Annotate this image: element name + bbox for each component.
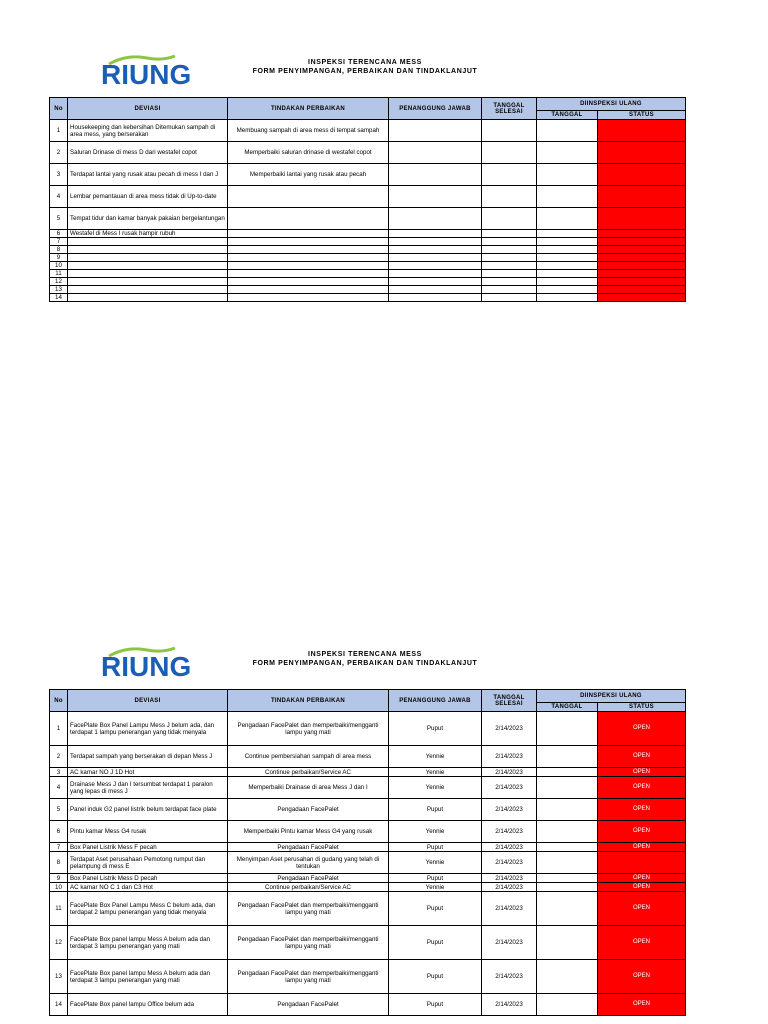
row-tanggal-inspeksi <box>537 746 598 768</box>
table-row <box>50 994 686 1016</box>
row-penanggung-jawab <box>389 120 482 142</box>
row-status: OPEN <box>598 883 686 892</box>
header-tanggal: TANGGAL <box>537 703 598 712</box>
row-status <box>598 294 686 302</box>
row-deviasi: Terdapat Aset perusahaan Pemotong rumput dan pelampung di mess E <box>68 852 228 874</box>
row-tanggal-selesai <box>482 286 537 294</box>
row-no: 6 <box>50 230 68 238</box>
row-no: 14 <box>50 994 68 1016</box>
row-deviasi <box>68 262 228 270</box>
deviation-table-1 <box>49 97 686 302</box>
row-no: 9 <box>50 254 68 262</box>
row-tanggal-inspeksi <box>537 777 598 799</box>
row-tindakan: Continue perbaikan/Service AC <box>228 768 389 777</box>
row-tanggal-selesai <box>482 254 537 262</box>
row-deviasi: Terdapat sampah yang berserakan di depan Mess J <box>68 746 228 768</box>
row-penanggung-jawab <box>389 186 482 208</box>
row-status <box>598 270 686 278</box>
row-tanggal-inspeksi <box>537 883 598 892</box>
row-penanggung-jawab <box>389 246 482 254</box>
row-tanggal-selesai: 2/14/2023 <box>482 926 537 960</box>
row-status: OPEN <box>598 768 686 777</box>
row-tanggal-inspeksi <box>537 821 598 843</box>
row-tanggal-selesai: 2/14/2023 <box>482 852 537 874</box>
row-penanggung-jawab: Yennie <box>389 768 482 777</box>
table-row <box>50 926 686 960</box>
row-tanggal-selesai <box>482 270 537 278</box>
row-tindakan: Pengadaan FacePalet dan memperbaiki/mengganti lampu yang mati <box>228 712 389 746</box>
row-tindakan: Pengadaan FacePalet <box>228 799 389 821</box>
row-tanggal-inspeksi <box>537 799 598 821</box>
row-status <box>598 278 686 286</box>
table-row <box>50 142 686 164</box>
table-row <box>50 821 686 843</box>
row-tindakan <box>228 278 389 286</box>
table-row <box>50 164 686 186</box>
row-tanggal-inspeksi <box>537 142 598 164</box>
row-status: OPEN <box>598 994 686 1016</box>
row-penanggung-jawab: Yennie <box>389 821 482 843</box>
row-tanggal-inspeksi <box>537 120 598 142</box>
row-deviasi: AC kamar NO C 1 dan C3 Hot <box>68 883 228 892</box>
row-status: OPEN <box>598 874 686 883</box>
row-deviasi: FacePlate Box Panel Lampu Mess C belum ada, dan terdapat 2 lampu penerangan yang tidak menyala <box>68 892 228 926</box>
row-tanggal-inspeksi <box>537 294 598 302</box>
row-status <box>598 254 686 262</box>
table-row <box>50 768 686 777</box>
table-row <box>50 799 686 821</box>
row-tanggal-selesai: 2/14/2023 <box>482 821 537 843</box>
row-tindakan <box>228 238 389 246</box>
row-tindakan <box>228 208 389 230</box>
table-row <box>50 843 686 852</box>
row-no: 1 <box>50 712 68 746</box>
row-tindakan <box>228 286 389 294</box>
row-tindakan: Pengadaan FacePalet dan memperbaiki/mengganti lampu yang mati <box>228 960 389 994</box>
row-deviasi: FacePlate Box panel lampu Mess A belum ada dan terdapat 3 lampu penerangan yang mati <box>68 926 228 960</box>
row-tindakan: Continue pembersiahan sampah di area mess <box>228 746 389 768</box>
row-tanggal-inspeksi <box>537 768 598 777</box>
row-tanggal-selesai <box>482 278 537 286</box>
row-status <box>598 164 686 186</box>
row-deviasi: Box Panel Listrik Mess F pecah <box>68 843 228 852</box>
row-no: 10 <box>50 883 68 892</box>
row-status: OPEN <box>598 821 686 843</box>
row-tanggal-inspeksi <box>537 712 598 746</box>
row-tanggal-selesai <box>482 164 537 186</box>
row-deviasi: Terdapat lantai yang rusak atau pecah di mess I dan J <box>68 164 228 186</box>
row-tanggal-inspeksi <box>537 960 598 994</box>
table-body-1 <box>50 120 686 302</box>
row-deviasi: Saluran Drinase di mess D dari westafel copot <box>68 142 228 164</box>
row-penanggung-jawab: Puput <box>389 843 482 852</box>
row-deviasi: FacePlate Box panel lampu Office belum ada <box>68 994 228 1016</box>
row-status <box>598 246 686 254</box>
row-tindakan: Memperbaiki lantai yang rusak atau pecah <box>228 164 389 186</box>
table-row <box>50 246 686 254</box>
row-no: 13 <box>50 960 68 994</box>
deviation-table-2 <box>49 689 686 1016</box>
row-tanggal-selesai <box>482 262 537 270</box>
header-penanggung-jawab: PENANGGUNG JAWAB <box>389 98 482 120</box>
row-deviasi <box>68 294 228 302</box>
header-status: STATUS <box>598 111 686 120</box>
row-tindakan <box>228 246 389 254</box>
row-deviasi <box>68 270 228 278</box>
row-penanggung-jawab <box>389 294 482 302</box>
row-tanggal-selesai <box>482 230 537 238</box>
table-row <box>50 874 686 883</box>
title-line-2: FORM PENYIMPANGAN, PERBAIKAN DAN TINDAKLANJUT <box>252 68 478 75</box>
row-deviasi: Housekeeping dan kebersihan Ditemukan sampah di area mess, yang berserakan <box>68 120 228 142</box>
row-deviasi: AC kamar NO J 1D Hot <box>68 768 228 777</box>
row-no: 8 <box>50 852 68 874</box>
row-tanggal-selesai <box>482 208 537 230</box>
row-tanggal-selesai: 2/14/2023 <box>482 883 537 892</box>
header-tanggal-selesai: TANGGAL SELESAI <box>482 690 537 712</box>
row-tanggal-inspeksi <box>537 186 598 208</box>
row-penanggung-jawab <box>389 262 482 270</box>
row-tanggal-inspeksi <box>537 254 598 262</box>
row-no: 8 <box>50 246 68 254</box>
row-status <box>598 186 686 208</box>
row-tanggal-inspeksi <box>537 843 598 852</box>
row-tanggal-inspeksi <box>537 926 598 960</box>
header-penanggung-jawab: PENANGGUNG JAWAB <box>389 690 482 712</box>
row-tanggal-selesai: 2/14/2023 <box>482 994 537 1016</box>
row-penanggung-jawab: Puput <box>389 712 482 746</box>
row-no: 13 <box>50 286 68 294</box>
row-penanggung-jawab <box>389 142 482 164</box>
row-no: 9 <box>50 874 68 883</box>
row-deviasi <box>68 254 228 262</box>
header-status: STATUS <box>598 703 686 712</box>
row-tanggal-selesai <box>482 294 537 302</box>
row-penanggung-jawab: Yennie <box>389 883 482 892</box>
row-status <box>598 142 686 164</box>
row-tanggal-inspeksi <box>537 286 598 294</box>
header-deviasi: DEVIASI <box>68 98 228 120</box>
row-penanggung-jawab: Puput <box>389 960 482 994</box>
row-no: 12 <box>50 926 68 960</box>
row-tanggal-selesai: 2/14/2023 <box>482 960 537 994</box>
row-tanggal-selesai: 2/14/2023 <box>482 746 537 768</box>
row-penanggung-jawab <box>389 164 482 186</box>
table-row <box>50 746 686 768</box>
row-deviasi: Box Panel Listrik Mess D pecah <box>68 874 228 883</box>
row-tanggal-inspeksi <box>537 874 598 883</box>
row-penanggung-jawab: Yennie <box>389 746 482 768</box>
table-row <box>50 883 686 892</box>
row-tanggal-inspeksi <box>537 892 598 926</box>
row-status: OPEN <box>598 892 686 926</box>
form-title <box>230 58 500 76</box>
row-deviasi: FacePlate Box panel lampu Mess A belum ada dan terdapat 3 lampu penerangan yang mati <box>68 960 228 994</box>
row-status <box>598 120 686 142</box>
row-status: OPEN <box>598 777 686 799</box>
row-deviasi: Westafel di Mess I rusak hampir rubuh <box>68 230 228 238</box>
table-row <box>50 262 686 270</box>
table-row <box>50 186 686 208</box>
row-penanggung-jawab <box>389 270 482 278</box>
row-deviasi: FacePlate Box Panel Lampu Mess J belum ada, dan terdapat 1 lampu penerangan yang tidak menyala <box>68 712 228 746</box>
row-deviasi: Lembar pemantauan di area mess tidak di Up-to-date <box>68 186 228 208</box>
row-status <box>598 852 686 874</box>
table-row <box>50 777 686 799</box>
title-line-1: INSPEKSI TERENCANA MESS <box>308 651 422 658</box>
row-no: 4 <box>50 186 68 208</box>
row-deviasi <box>68 278 228 286</box>
row-tanggal-inspeksi <box>537 852 598 874</box>
row-tindakan: Membuang sampah di area mess di tempat sampah <box>228 120 389 142</box>
row-tanggal-selesai <box>482 238 537 246</box>
row-no: 4 <box>50 777 68 799</box>
form-title <box>230 650 500 668</box>
row-status: OPEN <box>598 926 686 960</box>
row-tanggal-inspeksi <box>537 270 598 278</box>
row-no: 1 <box>50 120 68 142</box>
row-tanggal-selesai <box>482 120 537 142</box>
table-row <box>50 294 686 302</box>
table-row <box>50 892 686 926</box>
header-tindakan: TINDAKAN PERBAIKAN <box>228 98 389 120</box>
row-tindakan: Memperbaiki saluran drinase di westafel copot <box>228 142 389 164</box>
row-deviasi <box>68 246 228 254</box>
title-line-1: INSPEKSI TERENCANA MESS <box>308 59 422 66</box>
header-tindakan: TINDAKAN PERBAIKAN <box>228 690 389 712</box>
row-tanggal-selesai: 2/14/2023 <box>482 768 537 777</box>
table-row <box>50 254 686 262</box>
row-tanggal-selesai <box>482 246 537 254</box>
logo-text: RIUNG <box>101 651 192 682</box>
row-status: OPEN <box>598 746 686 768</box>
row-tindakan <box>228 270 389 278</box>
row-no: 2 <box>50 142 68 164</box>
row-no: 5 <box>50 799 68 821</box>
header-no: No <box>50 98 68 120</box>
row-no: 12 <box>50 278 68 286</box>
row-deviasi: Tempat tidur dan kamar banyak pakaian bergelantungan <box>68 208 228 230</box>
row-tanggal-inspeksi <box>537 238 598 246</box>
row-tanggal-inspeksi <box>537 262 598 270</box>
row-penanggung-jawab <box>389 238 482 246</box>
row-tindakan: Pengadaan FacePalet <box>228 843 389 852</box>
row-tanggal-inspeksi <box>537 208 598 230</box>
row-tanggal-selesai <box>482 186 537 208</box>
form-page-1 <box>0 0 768 340</box>
row-tindakan: Pengadaan FacePalet <box>228 874 389 883</box>
row-tanggal-inspeksi <box>537 994 598 1016</box>
table-body-2 <box>50 712 686 1016</box>
row-no: 6 <box>50 821 68 843</box>
row-tindakan: Continue perbaikan/Service AC <box>228 883 389 892</box>
row-tanggal-selesai: 2/14/2023 <box>482 799 537 821</box>
row-status: OPEN <box>598 960 686 994</box>
row-status: OPEN <box>598 799 686 821</box>
row-status: OPEN <box>598 843 686 852</box>
row-deviasi: Drainase Mess J dan I tersumbat terdapat 1 paralon yang lepas di mess J <box>68 777 228 799</box>
row-tindakan <box>228 294 389 302</box>
row-no: 10 <box>50 262 68 270</box>
row-tanggal-selesai <box>482 142 537 164</box>
row-tanggal-selesai: 2/14/2023 <box>482 874 537 883</box>
row-penanggung-jawab: Puput <box>389 874 482 883</box>
row-penanggung-jawab: Yennie <box>389 777 482 799</box>
table-row <box>50 238 686 246</box>
logo-text: RIUNG <box>101 59 192 90</box>
row-tanggal-selesai: 2/14/2023 <box>482 777 537 799</box>
title-line-2: FORM PENYIMPANGAN, PERBAIKAN DAN TINDAKLANJUT <box>252 660 478 667</box>
header-tanggal-selesai: TANGGAL SELESAI <box>482 98 537 120</box>
row-tindakan <box>228 230 389 238</box>
row-penanggung-jawab: Puput <box>389 892 482 926</box>
header-diinspeksi-ulang: DIINSPEKSI ULANG <box>537 690 686 703</box>
row-status <box>598 208 686 230</box>
table-row <box>50 270 686 278</box>
table-row <box>50 852 686 874</box>
row-tindakan <box>228 186 389 208</box>
row-tindakan <box>228 262 389 270</box>
row-tindakan: Memperbaiki Drainase di area Mess J dan I <box>228 777 389 799</box>
row-no: 7 <box>50 238 68 246</box>
header-deviasi: DEVIASI <box>68 690 228 712</box>
row-no: 14 <box>50 294 68 302</box>
row-no: 11 <box>50 892 68 926</box>
row-deviasi <box>68 238 228 246</box>
row-tanggal-inspeksi <box>537 230 598 238</box>
table-row <box>50 286 686 294</box>
row-status: OPEN <box>598 712 686 746</box>
row-no: 3 <box>50 164 68 186</box>
row-penanggung-jawab <box>389 208 482 230</box>
row-penanggung-jawab <box>389 286 482 294</box>
row-tanggal-selesai: 2/14/2023 <box>482 712 537 746</box>
row-no: 5 <box>50 208 68 230</box>
row-tanggal-selesai: 2/14/2023 <box>482 892 537 926</box>
row-no: 7 <box>50 843 68 852</box>
row-status <box>598 230 686 238</box>
table-row <box>50 278 686 286</box>
row-penanggung-jawab <box>389 230 482 238</box>
row-tindakan: Pengadaan FacePalet dan memperbaiki/mengganti lampu yang mati <box>228 926 389 960</box>
row-status <box>598 262 686 270</box>
table-row <box>50 120 686 142</box>
row-tindakan: Memperbaiki Pintu kamar Mess G4 yang rusak <box>228 821 389 843</box>
row-penanggung-jawab <box>389 278 482 286</box>
table-row <box>50 230 686 238</box>
row-tindakan <box>228 254 389 262</box>
row-penanggung-jawab <box>389 254 482 262</box>
header-tanggal: TANGGAL <box>537 111 598 120</box>
table-row <box>50 960 686 994</box>
row-deviasi <box>68 286 228 294</box>
row-no: 2 <box>50 746 68 768</box>
row-tindakan: Menyimpan Aset perusahan di gudang yang telah di tentukan <box>228 852 389 874</box>
row-no: 3 <box>50 768 68 777</box>
row-penanggung-jawab: Puput <box>389 926 482 960</box>
row-tindakan: Pengadaan FacePalet <box>228 994 389 1016</box>
form-page-2 <box>0 592 768 1024</box>
header-diinspeksi-ulang: DIINSPEKSI ULANG <box>537 98 686 111</box>
table-row <box>50 712 686 746</box>
table-row <box>50 208 686 230</box>
row-tanggal-selesai: 2/14/2023 <box>482 843 537 852</box>
row-penanggung-jawab: Puput <box>389 799 482 821</box>
row-penanggung-jawab: Yennie <box>389 852 482 874</box>
row-tanggal-inspeksi <box>537 278 598 286</box>
row-deviasi: Panel induk G2 panel listrik belum terdapat face plate <box>68 799 228 821</box>
row-no: 11 <box>50 270 68 278</box>
header-no: No <box>50 690 68 712</box>
row-status <box>598 238 686 246</box>
row-status <box>598 286 686 294</box>
row-tanggal-inspeksi <box>537 164 598 186</box>
row-penanggung-jawab: Puput <box>389 994 482 1016</box>
row-deviasi: Pintu kamar Mess G4 rusak <box>68 821 228 843</box>
row-tindakan: Pengadaan FacePalet dan memperbaiki/mengganti lampu yang mati <box>228 892 389 926</box>
row-tanggal-inspeksi <box>537 246 598 254</box>
